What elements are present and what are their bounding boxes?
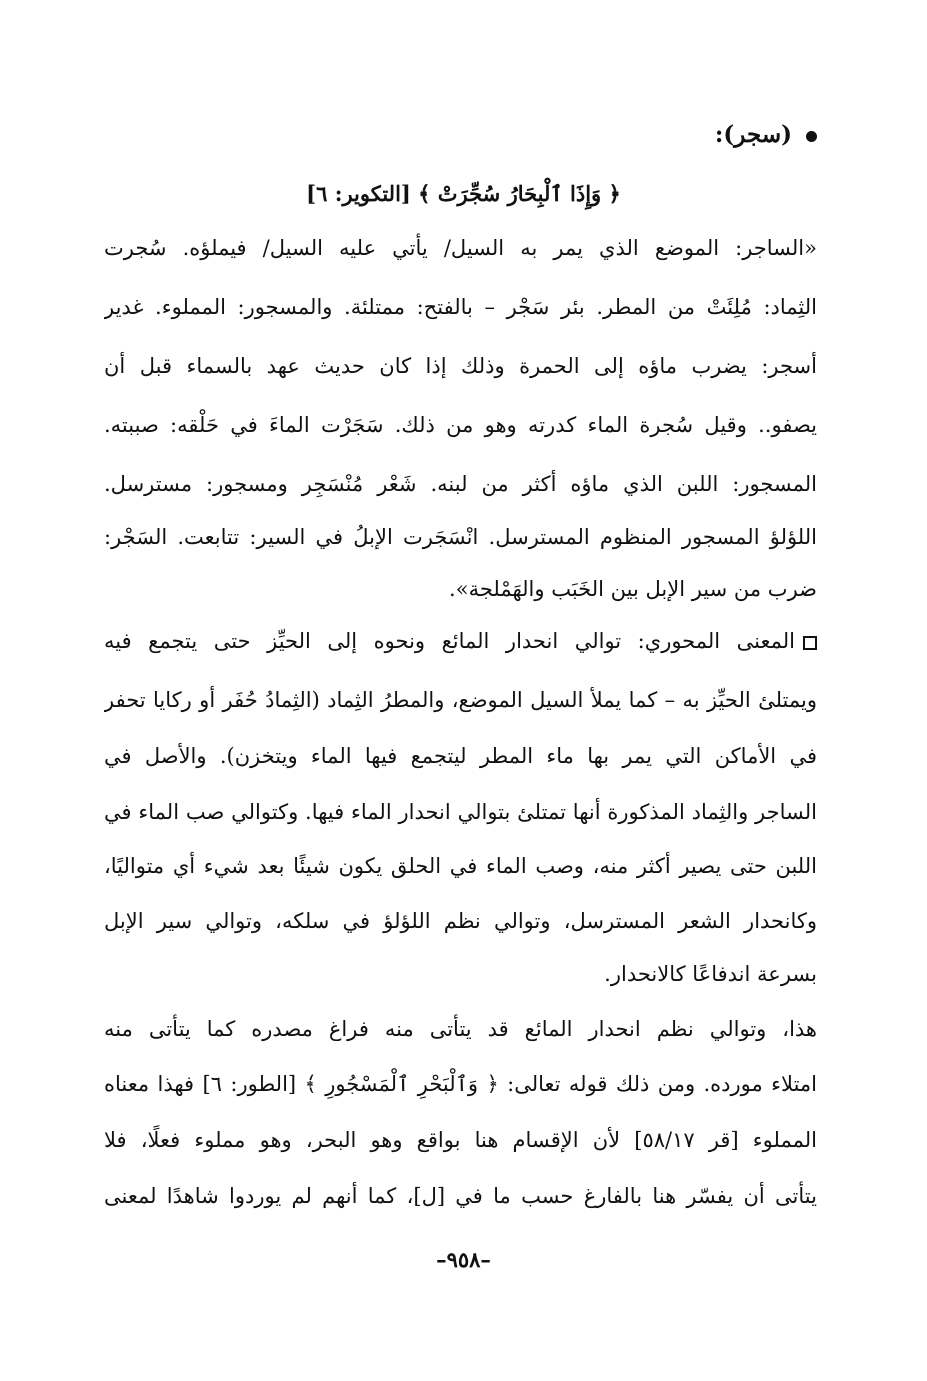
square-box-icon xyxy=(803,636,817,650)
paragraph2-line: ويمتلئ الحيِّز به – كما يملأ السيل الموضع، والمطرُ الثِماد (الثِمادُ حُفَر أو ركايا تحفر xyxy=(104,688,817,712)
paragraph1-line: أسجر: يضرب ماؤه إلى الحمرة وذلك إذا كان حديث عهد بالسماء قبل أن xyxy=(104,354,817,378)
paragraph1-line: يصفو.. وقيل سُجرة الماء كدرته وهو من ذلك. سَجَرْت الماءَ في حَلْقه: صببته. xyxy=(104,413,817,437)
bullet-icon xyxy=(806,131,817,142)
paragraph2-line: بسرعة اندفاعًا كالانحدار. xyxy=(604,962,817,986)
quran-verse: ﴿ وَإِذَا ٱلْبِحَارُ سُجِّرَتْ ﴾ [التكوير: ٦] xyxy=(306,181,621,206)
paragraph3-line: المملوء [قر ٥٨/١٧] لأن الإقسام هنا بواقع وهو البحر، وهو مملوء فعلًا، فلا xyxy=(104,1128,817,1152)
entry-heading-text: (سجر): xyxy=(714,121,792,148)
paragraph3-line: امتلاء مورده. ومن ذلك قوله تعالى: ﴿ وَٱلْبَحْرِ ٱلْمَسْجُورِ ﴾ [الطور: ٦] فهذا معناه xyxy=(104,1072,817,1096)
page-number: –٩٥٨– xyxy=(436,1247,491,1272)
paragraph1-line: ضرب من سير الإبل بين الخَبَب والهَمْلجة». xyxy=(449,577,817,601)
paragraph2-first-line-text: المعنى المحوري: توالي انحدار المائع ونحوه إلى الحيِّز حتى يتجمع فيه xyxy=(104,629,795,653)
paragraph2-line: الساجر والثِماد المذكورة أنها تمتلئ بتوالي انحدار الماء فيها. وكتوالي صب الماء في xyxy=(104,800,817,824)
paragraph1-line: «الساجر: الموضع الذي يمر به السيل/ يأتي عليه السيل/ فيملؤه. سُجرت xyxy=(104,236,817,260)
paragraph1-line: الثِماد: مُلِئَتْ من المطر. بئر سَجْر – بالفتح: ممتلئة. والمسجور: المملوء. غدير xyxy=(104,295,817,319)
paragraph1-line: المسجور: اللبن الذي ماؤه أكثر من لبنه. شَعْر مُنْسَجِر ومسجور: مسترسل. xyxy=(104,472,817,496)
paragraph3-line: هذا، وتوالي نظم انحدار المائع قد يتأتى منه فراغ مصدره كما يتأتى منه xyxy=(104,1017,817,1041)
paragraph2-line: في الأماكن التي يمر بها ماء المطر ليتجمع فيها الماء ويتخزن). والأصل في xyxy=(104,744,817,768)
entry-heading xyxy=(715,118,817,152)
paragraph2-line: اللبن حتى يصير أكثر منه، وصب الماء في الحلق يكون شيئًا بعد شيء أي متواليًا، xyxy=(104,854,817,878)
paragraph2-line xyxy=(104,625,817,657)
paragraph2-line: وكانحدار الشعر المسترسل، وتوالي نظم اللؤلؤ في سلكه، وتوالي سير الإبل xyxy=(104,909,817,933)
paragraph3-line: يتأتى أن يفسّر هنا بالفارغ حسب ما في [ل]، كما أنهم لم يوردوا شاهدًا لمعنى xyxy=(104,1184,817,1208)
paragraph1-line: اللؤلؤ المسجور المنظوم المسترسل. انْسَجَرت الإبلُ في السير: تتابعت. السَجْر: xyxy=(104,525,817,549)
